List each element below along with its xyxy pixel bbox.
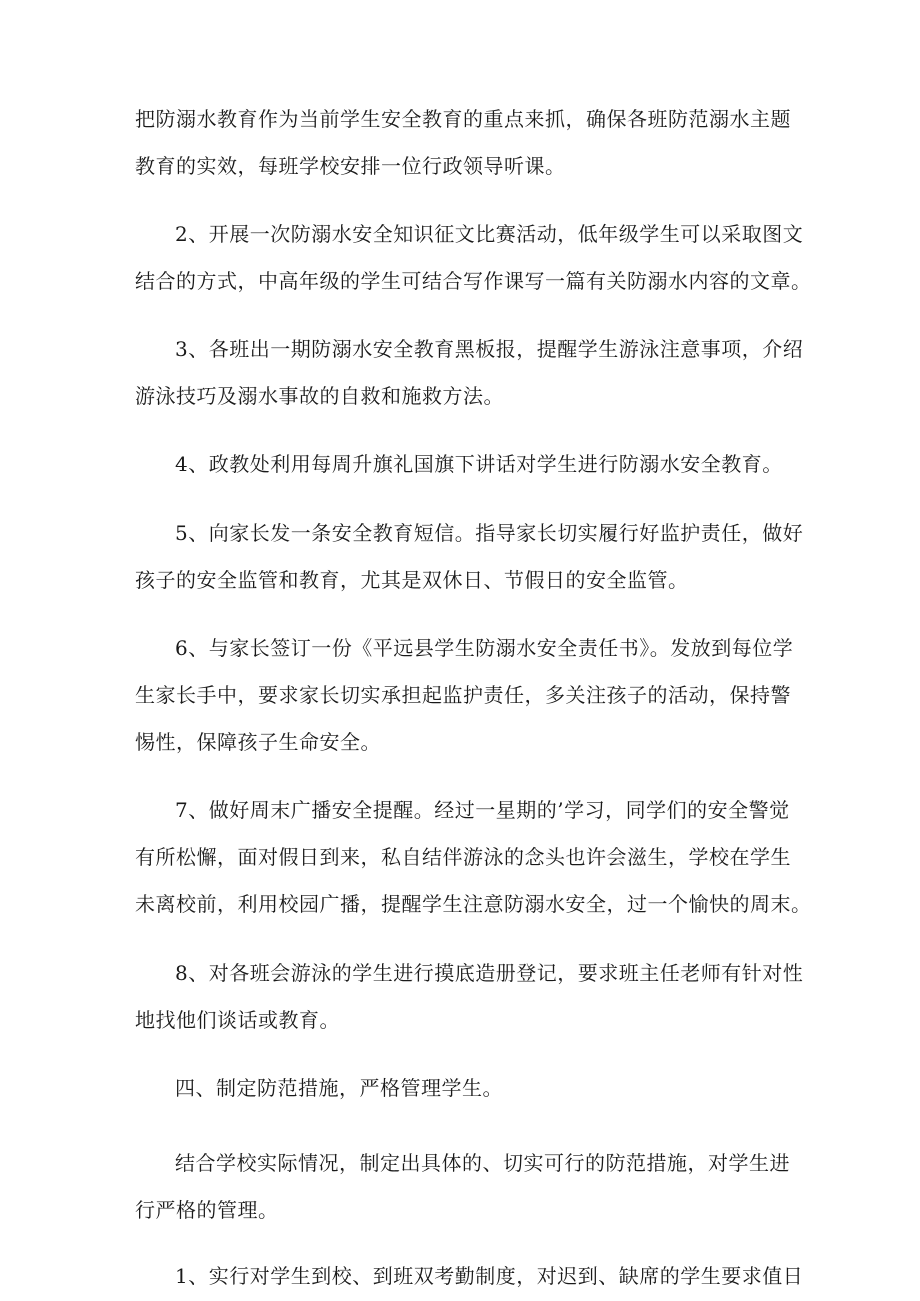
text-line: 7、做好周末广播安全提醒。经过一星期的’学习，同学们的安全警觉 (175, 798, 790, 822)
text-line: 3、各班出一期防溺水安全教育黑板报，提醒学生游泳注意事项，介绍 (175, 337, 804, 361)
text-line: 有所松懈，面对假日到来，私自结伴游泳的念头也许会滋生，学校在学生 (135, 845, 791, 869)
text-line: 2、开展一次防溺水安全知识征文比赛活动，低年级学生可以采取图文 (175, 222, 804, 246)
text-line: 6、与家长签订一份《平远县学生防溺水安全责任书》。发放到每位学 (175, 636, 794, 660)
text-line: 孩子的安全监管和教育，尤其是双休日、节假日的安全监管。 (135, 568, 689, 592)
text-line: 地找他们谈话或教育。 (135, 1008, 340, 1032)
text-line: 8、对各班会游泳的学生进行摸底造册登记，要求班主任老师有针对性 (175, 961, 804, 985)
text-line: 教育的实效，每班学校安排一位行政领导听课。 (135, 154, 566, 178)
text-line: 5、向家长发一条安全教育短信。指导家长切实履行好监护责任，做好 (175, 521, 804, 545)
text-line: 行严格的管理。 (135, 1198, 279, 1222)
section-heading: 四、制定防范措施，严格管理学生。 (175, 1076, 503, 1100)
text-line: 1、实行对学生到校、到班双考勤制度，对迟到、缺席的学生要求值日 (175, 1264, 804, 1288)
text-line: 结合学校实际情况，制定出具体的、切实可行的防范措施，对学生进 (175, 1151, 790, 1175)
text-line: 结合的方式，中高年级的学生可结合写作课写一篇有关防溺水内容的文章。 (135, 269, 812, 293)
text-line: 把防溺水教育作为当前学生安全教育的重点来抓，确保各班防范溺水主题 (135, 107, 791, 131)
text-line: 游泳技巧及溺水事故的自救和施救方法。 (135, 384, 504, 408)
text-line: 未离校前，利用校园广播，提醒学生注意防溺水安全，过一个愉快的周末。 (135, 892, 812, 916)
text-line: 生家长手中，要求家长切实承担起监护责任，多关注孩子的活动，保持警 (135, 683, 791, 707)
text-line: 惕性，保障孩子生命安全。 (135, 730, 381, 754)
text-line: 4、政教处利用每周升旗礼国旗下讲话对学生进行防溺水安全教育。 (175, 452, 783, 476)
